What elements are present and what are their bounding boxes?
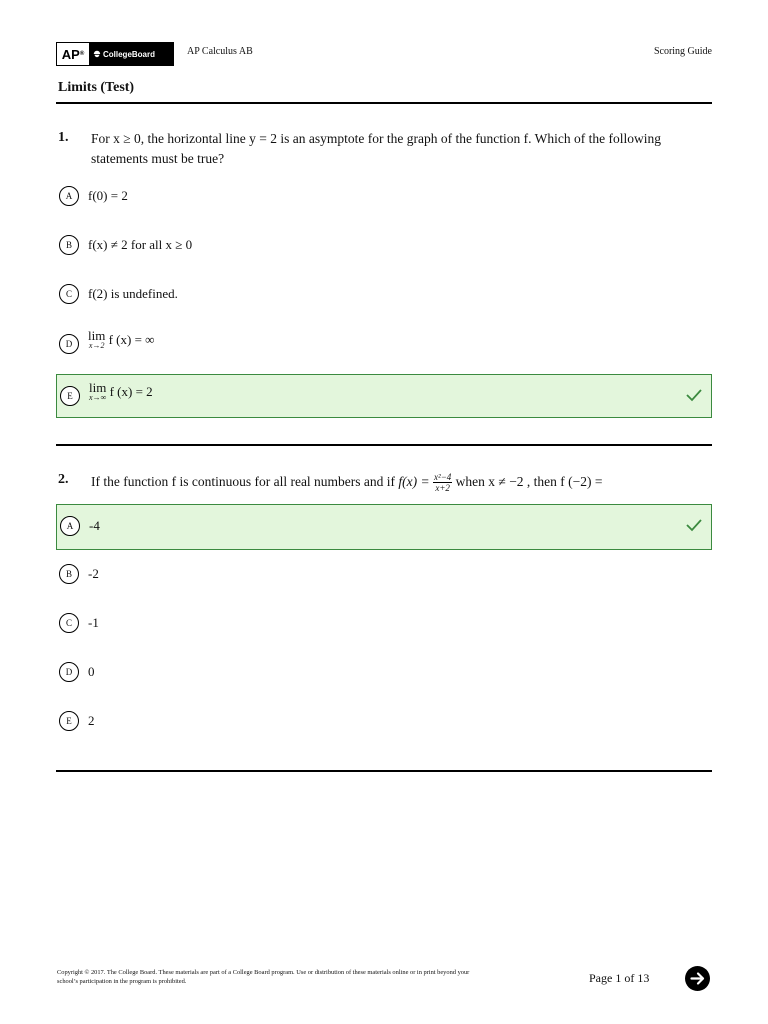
option-text: lim x→∞ f (x) = 2 — [89, 380, 153, 402]
next-page-button[interactable] — [685, 966, 710, 991]
q2-option-c[interactable] — [56, 602, 712, 646]
option-text: f(2) is undefined. — [88, 286, 178, 301]
option-letter-circle: C — [59, 613, 79, 633]
option-text: f(0) = 2 — [88, 188, 128, 203]
acorn-icon — [93, 50, 101, 58]
option-text: 2 — [88, 713, 95, 728]
fraction: $\frac{\text{x²−4}}{x+2}$ — [434, 472, 452, 494]
option-letter-circle: A — [60, 516, 80, 536]
subject-label: AP Calculus AB — [187, 46, 253, 57]
ap-collegeboard-logo: AP ® CollegeBoard — [56, 42, 174, 66]
q2-option-a-correct[interactable] — [56, 504, 712, 550]
page-title: Limits (Test) — [58, 80, 135, 95]
question-2-number: 2. — [58, 472, 69, 487]
q1-option-b[interactable] — [56, 224, 712, 268]
option-letter-circle: E — [60, 386, 80, 406]
q2-option-b[interactable] — [56, 553, 712, 597]
option-letter-circle: D — [59, 334, 79, 354]
option-letter-circle: C — [59, 284, 79, 304]
page-header — [56, 42, 712, 64]
q2-option-e[interactable] — [56, 700, 712, 744]
divider — [56, 770, 712, 772]
option-text: -4 — [89, 518, 100, 533]
q1-option-d[interactable] — [56, 323, 712, 367]
question-1-text: For x ≥ 0, the horizontal line y = 2 is an asymptote for the graph of the function f. Which of the following statements must be true? — [91, 131, 662, 166]
option-text: f(x) ≠ 2 for all x ≥ 0 — [88, 237, 193, 252]
scoring-guide-label: Scoring Guide — [653, 46, 712, 57]
q2-option-d[interactable] — [56, 651, 712, 695]
copyright-notice: Copyright © 2017. The College Board. These materials are part of a College Board program. Use or distribution of these materials online or in print beyond your school’s participation in the program is prohibited. — [57, 969, 470, 985]
question-2-text: If the function f is continuous for all real numbers and if f(x) = $\frac{\text{x²−4}}{x+2}$ when x ≠ −2 , then f (−2) = — [91, 472, 603, 494]
q1-option-c[interactable] — [56, 273, 712, 317]
option-text: -1 — [88, 615, 99, 630]
option-letter-circle: B — [59, 235, 79, 255]
q1-option-a[interactable] — [56, 175, 712, 219]
option-letter-circle: B — [59, 564, 79, 584]
option-letter-circle: E — [59, 711, 79, 731]
option-letter-circle: D — [59, 662, 79, 682]
option-letter-circle: A — [59, 186, 79, 206]
page-number: Page 1 of 13 — [589, 971, 650, 985]
option-text: 0 — [88, 664, 95, 679]
arrow-right-icon — [685, 966, 710, 991]
question-1-number: 1. — [58, 130, 69, 145]
check-icon — [685, 387, 703, 403]
divider — [56, 444, 712, 446]
option-text: lim x→2 f (x) = ∞ — [88, 328, 155, 350]
q1-option-e-correct[interactable] — [56, 374, 712, 418]
check-icon — [685, 517, 703, 533]
divider — [56, 102, 712, 104]
option-text: -2 — [88, 566, 99, 581]
